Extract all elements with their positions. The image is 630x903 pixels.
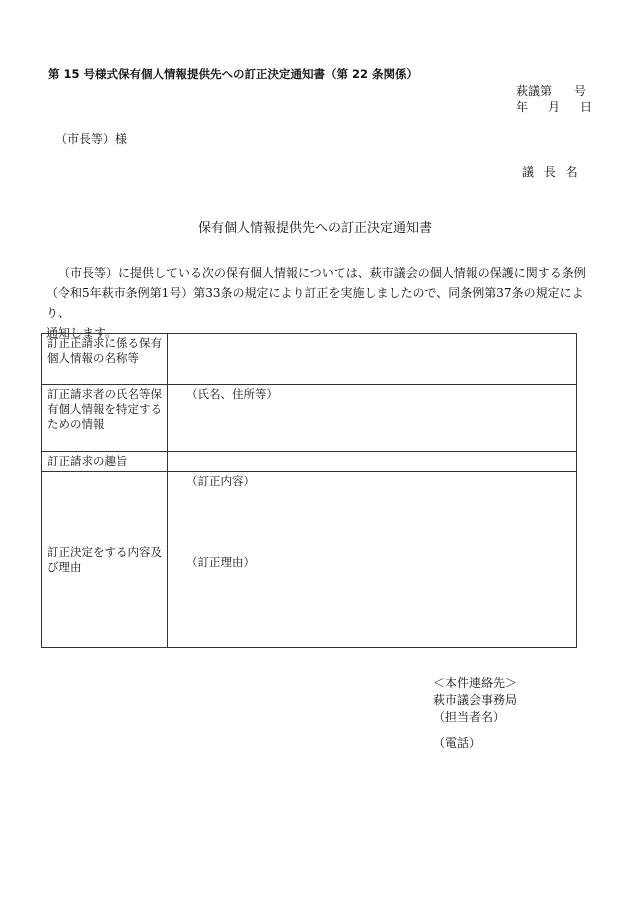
body-line-3: 通知します。 bbox=[46, 326, 118, 340]
row-value-decision bbox=[168, 472, 577, 648]
document-number-suffix: 号 bbox=[574, 84, 587, 98]
document-title: 保有個人情報提供先への訂正決定通知書 bbox=[197, 221, 432, 236]
addressee: （市長等）様 bbox=[55, 132, 128, 146]
table-row bbox=[42, 334, 577, 385]
document-date bbox=[516, 98, 592, 115]
body-line-1: （市長等）に提供している次の保有個人情報については、萩市議会の個人情報の保護に関する条例 bbox=[58, 266, 586, 280]
row-label-purpose: 訂正請求の趣旨 bbox=[42, 452, 168, 472]
row-value-purpose bbox=[168, 452, 577, 472]
contact-person: （担当者名） bbox=[433, 710, 506, 724]
table-row bbox=[42, 385, 577, 452]
contact-phone: （電話） bbox=[433, 736, 482, 750]
document-number-prefix: 萩議第 bbox=[516, 84, 553, 98]
contact-heading: ＜本件連絡先＞ bbox=[433, 676, 518, 690]
row-value-requester: （氏名、住所等） bbox=[168, 385, 577, 452]
sender-name: 議 長 名 bbox=[522, 165, 581, 179]
body-paragraph bbox=[46, 263, 586, 343]
row-value-info-name bbox=[168, 334, 577, 385]
date-month: 月 bbox=[548, 100, 561, 114]
correction-reason-label: （訂正理由） bbox=[186, 555, 255, 569]
body-line-2: （令和5年萩市条例第1号）第33条の規定により訂正を実施しましたので、同条例第37条の規定により、 bbox=[46, 286, 584, 320]
date-day: 日 bbox=[580, 100, 593, 114]
row-label-info-name: 訂正正請求に係る保有個人情報の名称等 bbox=[42, 334, 168, 385]
document-number bbox=[516, 82, 586, 99]
notice-table bbox=[41, 333, 577, 648]
row-label-decision: 訂正決定をする内容及び理由 bbox=[42, 472, 168, 648]
table-row bbox=[42, 472, 577, 648]
row-label-requester: 訂正請求者の氏名等保有個人情報を特定するための情報 bbox=[42, 385, 168, 452]
contact-block bbox=[433, 675, 517, 752]
correction-content-label: （訂正内容） bbox=[186, 474, 255, 488]
form-label: 第 15 号様式保有個人情報提供先への訂正決定通知書（第 22 条関係） bbox=[48, 67, 419, 81]
contact-office: 萩市議会事務局 bbox=[433, 693, 518, 707]
table-row bbox=[42, 452, 577, 472]
date-year: 年 bbox=[516, 100, 529, 114]
